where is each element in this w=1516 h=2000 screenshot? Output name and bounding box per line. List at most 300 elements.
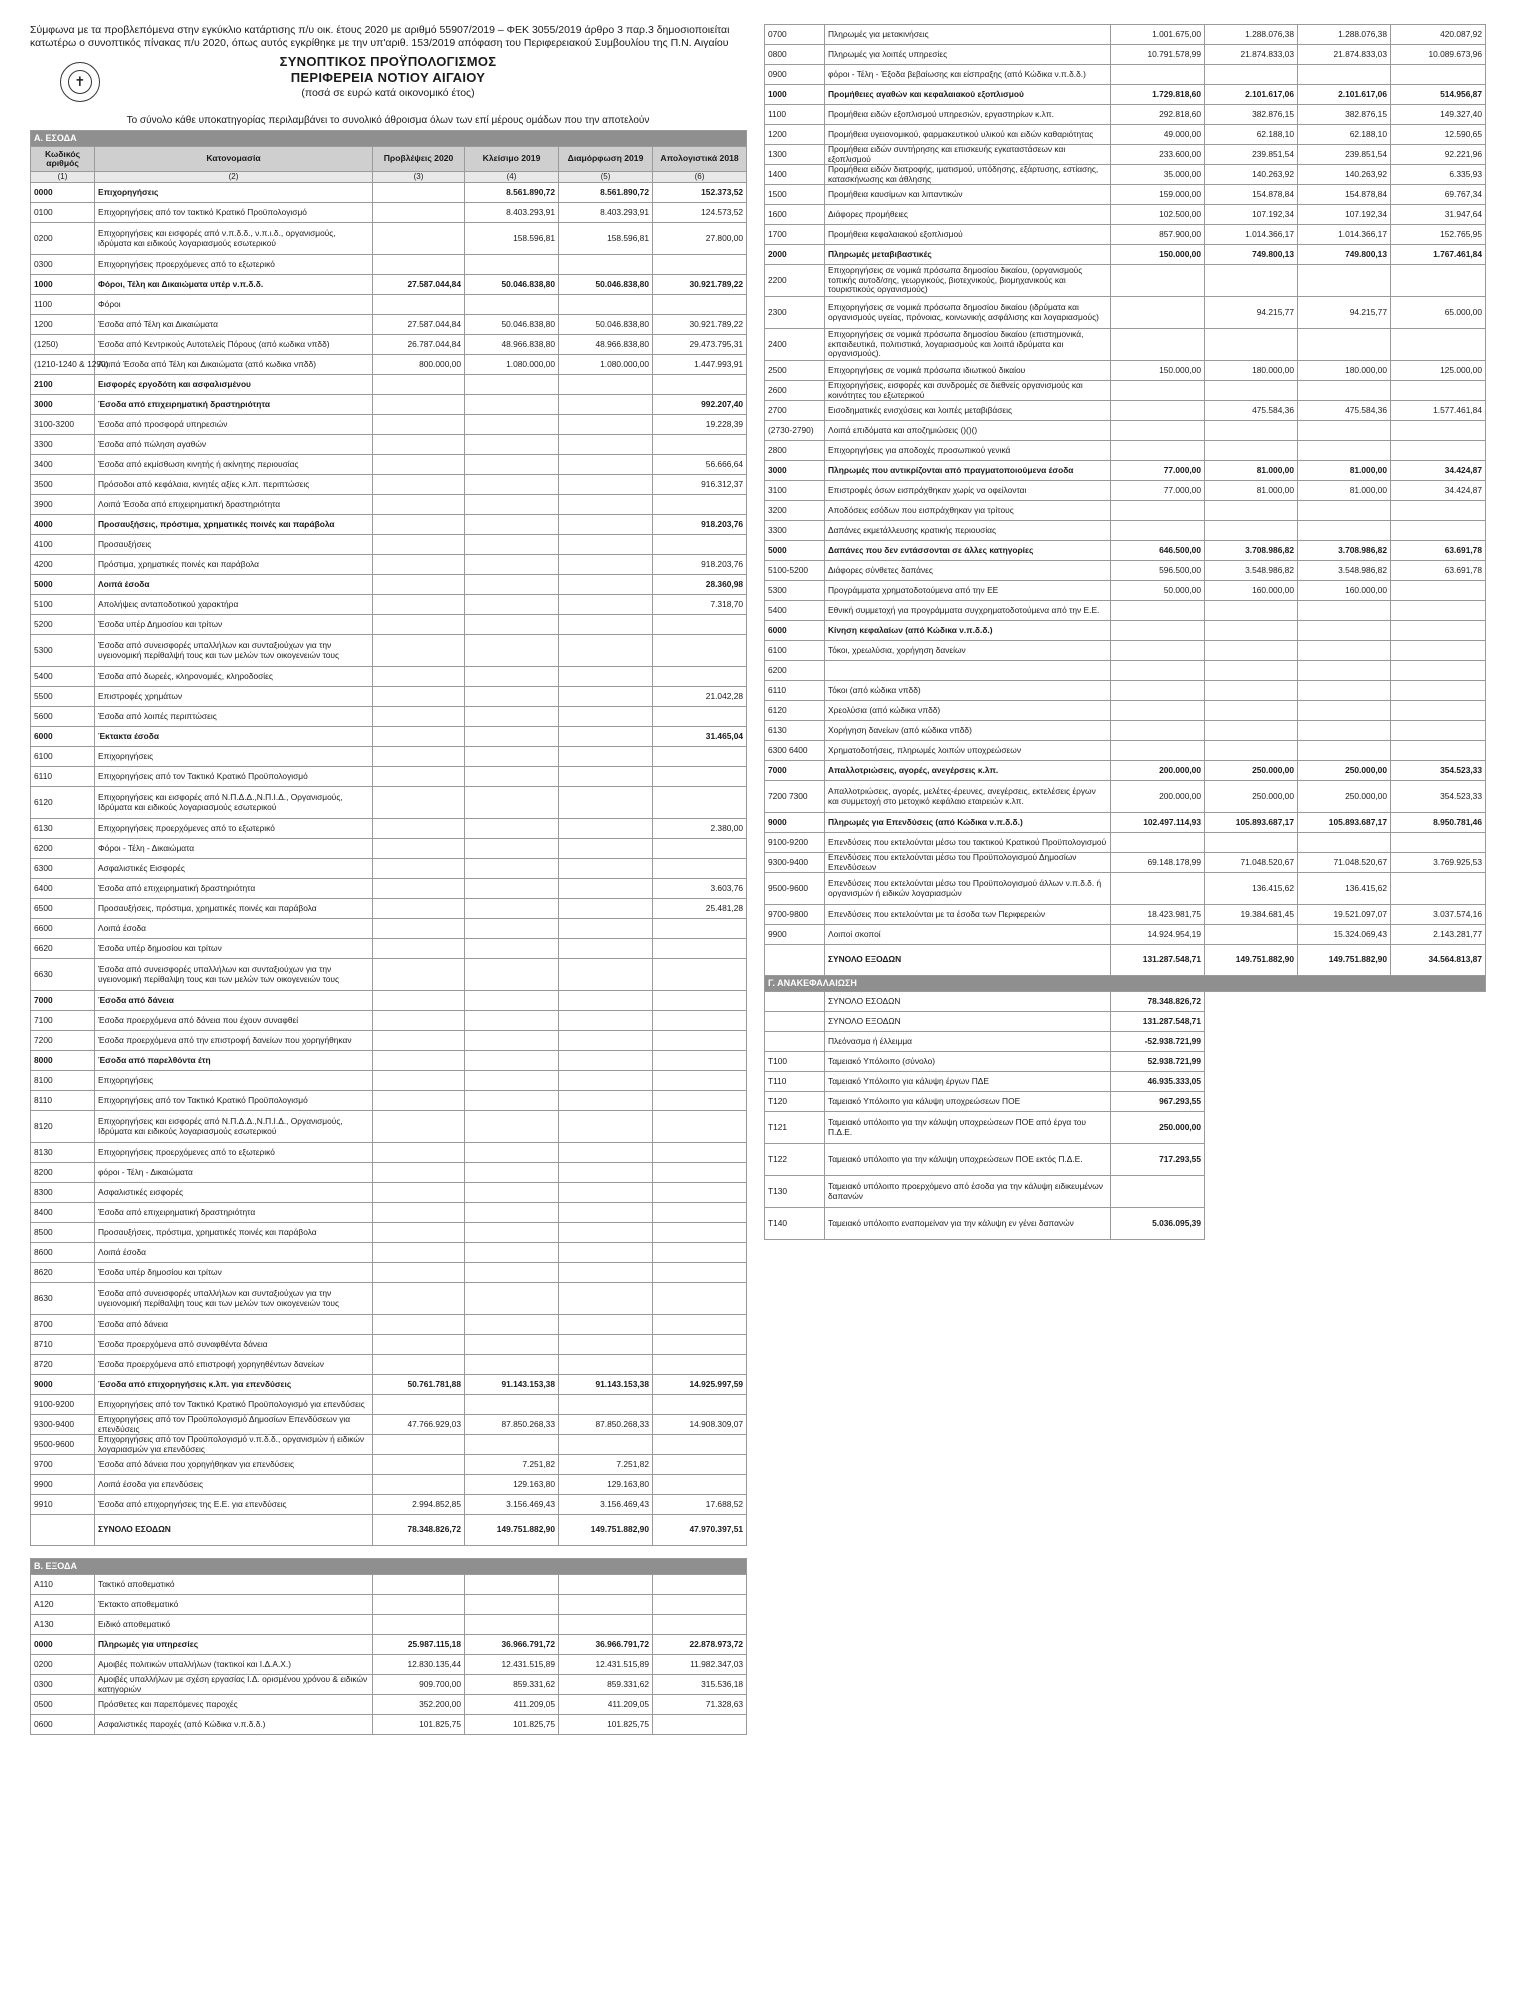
code-cell: 2200 [765, 265, 825, 297]
actual-2018-cell: 34.424,87 [1391, 461, 1486, 481]
actual-2018-cell: 63.691,78 [1391, 561, 1486, 581]
formation-2019-cell [1298, 721, 1391, 741]
expense-row [765, 481, 1486, 501]
description-cell: Επιχορηγήσεις [95, 183, 373, 203]
formation-2019-cell: 12.431.515,89 [559, 1655, 653, 1675]
description-cell: Έσοδα προερχόμενα από συναφθέντα δάνεια [95, 1335, 373, 1355]
code-cell: 9910 [31, 1495, 95, 1515]
code-cell: 3500 [31, 475, 95, 495]
description-cell: φόροι - Τέλη - Έξοδα βεβαίωσης και είσπραξης (από Κώδικα ν.π.δ.δ.) [825, 65, 1111, 85]
actual-2018-cell [653, 1455, 747, 1475]
closing-2019-cell: 250.000,00 [1205, 781, 1298, 813]
actual-2018-cell: 25.481,28 [653, 899, 747, 919]
forecast-2020-cell: 292.818,60 [1111, 105, 1205, 125]
col-header-formation-2019: Διαμόρφωση 2019 [559, 147, 653, 172]
closing-2019-cell [1205, 381, 1298, 401]
actual-2018-cell: 34.424,87 [1391, 481, 1486, 501]
code-cell: 2000 [765, 245, 825, 265]
description-cell: Επιχορηγήσεις προερχόμενες από το εξωτερικό [95, 1143, 373, 1163]
expense-row [765, 125, 1486, 145]
expense-row [765, 661, 1486, 681]
code-cell: 2400 [765, 329, 825, 361]
closing-2019-cell: 87.850.268,33 [465, 1415, 559, 1435]
total-forecast-2020: 131.287.548,71 [1111, 945, 1205, 976]
revenue-row [31, 1263, 747, 1283]
expense-row [765, 401, 1486, 421]
col-number: (4) [465, 172, 559, 183]
description-cell: Διάφορες προμήθειες [825, 205, 1111, 225]
formation-2019-cell [559, 635, 653, 667]
forecast-2020-cell: 102.500,00 [1111, 205, 1205, 225]
formation-2019-cell: 94.215,77 [1298, 297, 1391, 329]
formation-2019-cell: 7.251,82 [559, 1455, 653, 1475]
description-cell: Δαπάνες που δεν εντάσσονται σε άλλες κατηγορίες [825, 541, 1111, 561]
formation-2019-cell [1298, 421, 1391, 441]
expense-row [765, 85, 1486, 105]
code-cell: 3000 [31, 395, 95, 415]
formation-2019-cell [559, 667, 653, 687]
expense-row [765, 297, 1486, 329]
description-cell: Χρεολύσια (από κώδικα νπδδ) [825, 701, 1111, 721]
description-cell: Έσοδα από παρελθόντα έτη [95, 1051, 373, 1071]
description-cell: Προμήθεια καυσίμων και λιπαντικών [825, 185, 1111, 205]
revenue-row [31, 1395, 747, 1415]
total-closing-2019: 149.751.882,90 [465, 1515, 559, 1546]
actual-2018-cell [1391, 501, 1486, 521]
code-cell: 6000 [765, 621, 825, 641]
expense-row [765, 265, 1486, 297]
recap-label-cell: Ταμειακό υπόλοιπο προερχόμενο από έσοδα για την κάλυψη ειδικευμένων δαπανών [825, 1176, 1111, 1208]
revenue-row [31, 899, 747, 919]
formation-2019-cell [559, 1111, 653, 1143]
closing-2019-cell [465, 1223, 559, 1243]
code-cell: 3200 [765, 501, 825, 521]
formation-2019-cell [559, 899, 653, 919]
forecast-2020-cell [373, 203, 465, 223]
recap-label-cell: Ταμειακό υπόλοιπο εναπομείναν για την κάλυψη εν γένει δαπανών [825, 1208, 1111, 1240]
code-cell: 0000 [31, 1635, 95, 1655]
description-cell: Έσοδα υπέρ Δημοσίου και τρίτων [95, 615, 373, 635]
forecast-2020-cell [373, 879, 465, 899]
description-cell: Πρόσοδοι από κεφάλαια, κινητές αξίες κ.λπ. περιπτώσεις [95, 475, 373, 495]
closing-2019-cell [465, 727, 559, 747]
col-header-closing-2019: Κλείσιμο 2019 [465, 147, 559, 172]
description-cell: Πληρωμές για λοιπές υπηρεσίες [825, 45, 1111, 65]
description-cell: Τόκοι, χρεωλύσια, χορήγηση δανείων [825, 641, 1111, 661]
closing-2019-cell [465, 899, 559, 919]
actual-2018-cell [653, 1395, 747, 1415]
expense-row [765, 65, 1486, 85]
section-c-title: Γ. ΑΝΑΚΕΦΑΛΑΙΩΣΗ [765, 976, 1486, 992]
formation-2019-cell: 71.048.520,67 [1298, 853, 1391, 873]
description-cell: Έσοδα προερχόμενα από δάνεια που έχουν συναφθεί [95, 1011, 373, 1031]
closing-2019-cell: 411.209,05 [465, 1695, 559, 1715]
total-code [31, 1515, 95, 1546]
code-cell: 2100 [31, 375, 95, 395]
expense-row [765, 25, 1486, 45]
description-cell: Έκτακτο αποθεματικό [95, 1595, 373, 1615]
closing-2019-cell [465, 1163, 559, 1183]
recap-value-cell: 5.036.095,39 [1111, 1208, 1205, 1240]
description-cell: Έσοδα υπέρ δημοσίου και τρίτων [95, 939, 373, 959]
closing-2019-cell [1205, 501, 1298, 521]
description-cell: Πληρωμές μεταβιβαστικές [825, 245, 1111, 265]
closing-2019-cell [465, 819, 559, 839]
closing-2019-cell [1205, 681, 1298, 701]
revenue-row [31, 315, 747, 335]
code-cell: 9700-9800 [765, 905, 825, 925]
code-cell: 8700 [31, 1315, 95, 1335]
code-cell: 8620 [31, 1263, 95, 1283]
code-cell: 6300 [31, 859, 95, 879]
formation-2019-cell [559, 939, 653, 959]
formation-2019-cell [559, 879, 653, 899]
closing-2019-cell [465, 1091, 559, 1111]
code-cell: 8300 [31, 1183, 95, 1203]
recap-label-cell: Πλεόνασμα ή έλλειμμα [825, 1032, 1111, 1052]
revenue-body [31, 183, 747, 1515]
forecast-2020-cell [373, 667, 465, 687]
col-header-name: Κατονομασία [95, 147, 373, 172]
code-cell: 9000 [31, 1375, 95, 1395]
formation-2019-cell [559, 295, 653, 315]
revenue-row [31, 1283, 747, 1315]
formation-2019-cell: 160.000,00 [1298, 581, 1391, 601]
revenue-table [30, 130, 747, 1546]
formation-2019-cell: 91.143.153,38 [559, 1375, 653, 1395]
revenue-row [31, 375, 747, 395]
empty-cell [1205, 1072, 1486, 1092]
closing-2019-cell [465, 615, 559, 635]
expense-row [765, 381, 1486, 401]
actual-2018-cell [1391, 441, 1486, 461]
expense-row [31, 1595, 747, 1615]
actual-2018-cell: 28.360,98 [653, 575, 747, 595]
total-actual-2018: 34.564.813,87 [1391, 945, 1486, 976]
forecast-2020-cell [373, 959, 465, 991]
closing-2019-cell [465, 1011, 559, 1031]
formation-2019-cell: 411.209,05 [559, 1695, 653, 1715]
revenue-row [31, 1355, 747, 1375]
recap-row [765, 1032, 1486, 1052]
expense-row [765, 905, 1486, 925]
forecast-2020-cell [373, 1203, 465, 1223]
currency-note: (ποσά σε ευρώ κατά οικονομικό έτος) [301, 87, 475, 99]
formation-2019-cell [559, 1615, 653, 1635]
expense-row [765, 501, 1486, 521]
code-cell: (1250) [31, 335, 95, 355]
recap-row [765, 1052, 1486, 1072]
actual-2018-cell [653, 1011, 747, 1031]
description-cell: Επιχορηγήσεις από τον Προϋπολογισμό ν.π.δ.δ., οργανισμών ή ειδικών λογαριασμών για επενδύσεις [95, 1435, 373, 1455]
forecast-2020-cell [373, 819, 465, 839]
code-cell: 8720 [31, 1355, 95, 1375]
description-cell: Επενδύσεις που εκτελούνται με τα έσοδα των Περιφερειών [825, 905, 1111, 925]
forecast-2020-cell: 233.600,00 [1111, 145, 1205, 165]
actual-2018-cell [1391, 833, 1486, 853]
description-cell: Αμοιβές υπαλλήλων με σχέση εργασίας Ι.Δ. ορισμένου χρόνου & ειδικών κατηγοριών [95, 1675, 373, 1695]
actual-2018-cell: 17.688,52 [653, 1495, 747, 1515]
recap-code-cell [765, 1032, 825, 1052]
forecast-2020-cell [373, 475, 465, 495]
recap-value-cell: 717.293,55 [1111, 1144, 1205, 1176]
actual-2018-cell [653, 1243, 747, 1263]
description-cell: Έσοδα από επιχειρηματική δραστηριότητα [95, 879, 373, 899]
actual-2018-cell [653, 1203, 747, 1223]
actual-2018-cell: 63.691,78 [1391, 541, 1486, 561]
closing-2019-cell [465, 1143, 559, 1163]
forecast-2020-cell [373, 435, 465, 455]
actual-2018-cell [653, 255, 747, 275]
closing-2019-cell: 160.000,00 [1205, 581, 1298, 601]
revenue-row [31, 1203, 747, 1223]
code-cell: 7200 7300 [765, 781, 825, 813]
actual-2018-cell [1391, 701, 1486, 721]
formation-2019-cell: 8.561.890,72 [559, 183, 653, 203]
closing-2019-cell [465, 859, 559, 879]
forecast-2020-cell: 352.200,00 [373, 1695, 465, 1715]
header-row [31, 147, 747, 172]
actual-2018-cell: 514.956,87 [1391, 85, 1486, 105]
formation-2019-cell [559, 991, 653, 1011]
actual-2018-cell [653, 1091, 747, 1111]
closing-2019-cell [465, 515, 559, 535]
actual-2018-cell: 30.921.789,22 [653, 275, 747, 295]
revenue-row [31, 455, 747, 475]
description-cell: Εισφορές εργοδότη και ασφαλισμένου [95, 375, 373, 395]
actual-2018-cell [653, 1335, 747, 1355]
formation-2019-cell [559, 395, 653, 415]
code-cell: 7200 [31, 1031, 95, 1051]
forecast-2020-cell [373, 1031, 465, 1051]
actual-2018-cell [1391, 521, 1486, 541]
forecast-2020-cell: 857.900,00 [1111, 225, 1205, 245]
code-cell: 8710 [31, 1335, 95, 1355]
actual-2018-cell: 7.318,70 [653, 595, 747, 615]
forecast-2020-cell [373, 455, 465, 475]
code-cell: 3300 [31, 435, 95, 455]
actual-2018-cell [1391, 381, 1486, 401]
description-cell: Έσοδα από επιχορηγήσεις της Ε.Ε. για επενδύσεις [95, 1495, 373, 1515]
formation-2019-cell [559, 959, 653, 991]
actual-2018-cell: 10.089.673,96 [1391, 45, 1486, 65]
forecast-2020-cell [373, 1091, 465, 1111]
code-cell: 8100 [31, 1071, 95, 1091]
actual-2018-cell: 30.921.789,22 [653, 315, 747, 335]
expense-row [765, 45, 1486, 65]
formation-2019-cell [559, 515, 653, 535]
formation-2019-cell [559, 1143, 653, 1163]
forecast-2020-cell [373, 1111, 465, 1143]
code-cell: (2730-2790) [765, 421, 825, 441]
formation-2019-cell [559, 919, 653, 939]
code-cell: 1700 [765, 225, 825, 245]
revenue-row [31, 1475, 747, 1495]
revenue-row [31, 275, 747, 295]
actual-2018-cell: 2.380,00 [653, 819, 747, 839]
actual-2018-cell [653, 747, 747, 767]
description-cell: Επιχορηγήσεις [95, 747, 373, 767]
revenue-row [31, 767, 747, 787]
description-cell: Λοιπά έσοδα [95, 919, 373, 939]
description-cell: Επιχορηγήσεις σε νομικά πρόσωπα δημοσίου δικαίου (επιστημονικά, εκπαιδευτικά, πολιτιστικά, λογαριασμούς και λοιπά ιδρύματα και οργανισμούς). [825, 329, 1111, 361]
forecast-2020-cell: 150.000,00 [1111, 245, 1205, 265]
forecast-2020-cell: 159.000,00 [1111, 185, 1205, 205]
actual-2018-cell [653, 1615, 747, 1635]
actual-2018-cell [653, 1475, 747, 1495]
description-cell: Προμήθεια κεφαλαιακού εξοπλισμού [825, 225, 1111, 245]
description-cell: Επενδύσεις που εκτελούνται μέσω του Προϋπολογισμού άλλων ν.π.δ.δ. ή οργανισμών ή ειδικών λογαριασμών [825, 873, 1111, 905]
forecast-2020-cell: 909.700,00 [373, 1675, 465, 1695]
code-cell: 9500-9600 [765, 873, 825, 905]
code-cell: 0600 [31, 1715, 95, 1735]
formation-2019-cell: 19.521.097,07 [1298, 905, 1391, 925]
forecast-2020-cell [1111, 873, 1205, 905]
formation-2019-cell [559, 1091, 653, 1111]
closing-2019-cell [465, 1183, 559, 1203]
expense-row [31, 1575, 747, 1595]
formation-2019-cell [559, 1395, 653, 1415]
recap-code-cell [765, 992, 825, 1012]
formation-2019-cell [1298, 441, 1391, 461]
code-cell: 7100 [31, 1011, 95, 1031]
closing-2019-cell: 91.143.153,38 [465, 1375, 559, 1395]
description-cell: Λοιπά έσοδα [95, 1243, 373, 1263]
closing-2019-cell [465, 435, 559, 455]
right-column [764, 24, 1485, 1240]
description-cell: Επιχορηγήσεις, εισφορές και συνδρομές σε διεθνείς οργανισμούς και κοινότητες του εξωτερικού [825, 381, 1111, 401]
forecast-2020-cell [1111, 833, 1205, 853]
revenue-total-row [31, 1515, 747, 1546]
formation-2019-cell [559, 1355, 653, 1375]
expense-row [31, 1695, 747, 1715]
forecast-2020-cell: 18.423.981,75 [1111, 905, 1205, 925]
formation-2019-cell [1298, 701, 1391, 721]
code-cell: Α130 [31, 1615, 95, 1635]
forecast-2020-cell [373, 615, 465, 635]
code-cell: 8500 [31, 1223, 95, 1243]
section-a-row [31, 131, 747, 147]
code-cell: 7000 [765, 761, 825, 781]
forecast-2020-cell [373, 295, 465, 315]
forecast-2020-cell: 150.000,00 [1111, 361, 1205, 381]
actual-2018-cell: 3.037.574,16 [1391, 905, 1486, 925]
description-cell: Προμήθειες αγαθών και κεφαλαιακού εξοπλισμού [825, 85, 1111, 105]
recap-label-cell: Ταμειακό Υπόλοιπο (σύνολο) [825, 1052, 1111, 1072]
closing-2019-cell [465, 839, 559, 859]
actual-2018-cell [653, 1283, 747, 1315]
formation-2019-cell: 1.014.366,17 [1298, 225, 1391, 245]
closing-2019-cell [1205, 721, 1298, 741]
description-cell: Έσοδα από επιχειρηματική δραστηριότητα [95, 395, 373, 415]
actual-2018-cell: 1.447.993,91 [653, 355, 747, 375]
formation-2019-cell [559, 1335, 653, 1355]
col-number: (6) [653, 172, 747, 183]
closing-2019-cell [465, 1395, 559, 1415]
actual-2018-cell [1391, 721, 1486, 741]
closing-2019-cell [465, 1243, 559, 1263]
forecast-2020-cell [1111, 641, 1205, 661]
code-cell: 9000 [765, 813, 825, 833]
actual-2018-cell [653, 1071, 747, 1091]
actual-2018-cell: 124.573,52 [653, 203, 747, 223]
col-number: (5) [559, 172, 653, 183]
closing-2019-cell [465, 1051, 559, 1071]
forecast-2020-cell [373, 1223, 465, 1243]
formation-2019-cell: 250.000,00 [1298, 781, 1391, 813]
formation-2019-cell: 475.584,36 [1298, 401, 1391, 421]
region-title: ΠΕΡΙΦΕΡΕΙΑ ΝΟΤΙΟΥ ΑΙΓΑΙΟΥ [290, 70, 486, 85]
description-cell: Έσοδα από δάνεια [95, 991, 373, 1011]
recap-row [765, 1012, 1486, 1032]
recap-value-cell [1111, 1176, 1205, 1208]
expense-row [765, 245, 1486, 265]
code-cell: 0300 [31, 255, 95, 275]
description-cell: Κίνηση κεφαλαίων (από Κώδικα ν.π.δ.δ.) [825, 621, 1111, 641]
code-cell: 6630 [31, 959, 95, 991]
forecast-2020-cell [1111, 701, 1205, 721]
forecast-2020-cell [373, 1071, 465, 1091]
actual-2018-cell: 420.087,92 [1391, 25, 1486, 45]
revenue-row [31, 859, 747, 879]
formation-2019-cell: 140.263,92 [1298, 165, 1391, 185]
forecast-2020-cell [373, 747, 465, 767]
closing-2019-cell [465, 707, 559, 727]
description-cell: Επιχορηγήσεις για αποδοχές προσωπικού γενικά [825, 441, 1111, 461]
forecast-2020-cell [373, 1355, 465, 1375]
actual-2018-cell: 1.577.461,84 [1391, 401, 1486, 421]
formation-2019-cell [1298, 641, 1391, 661]
actual-2018-cell [653, 1031, 747, 1051]
expense-row [765, 641, 1486, 661]
total-label: ΣΥΝΟΛΟ ΕΞΟΔΩΝ [825, 945, 1111, 976]
revenue-row [31, 555, 747, 575]
formation-2019-cell [559, 555, 653, 575]
recap-value-cell: 46.935.333,05 [1111, 1072, 1205, 1092]
revenue-row [31, 475, 747, 495]
forecast-2020-cell [373, 1315, 465, 1335]
actual-2018-cell [1391, 661, 1486, 681]
formation-2019-cell [559, 1315, 653, 1335]
code-cell: 8120 [31, 1111, 95, 1143]
description-cell: Επιχορηγήσεις σε νομικά πρόσωπα δημοσίου δικαίου (ιδρύματα και οργανισμούς υγείας, πρόνοιας, κοινωνικής ασφάλισης και λογαριασμούς) [825, 297, 1111, 329]
forecast-2020-cell [373, 991, 465, 1011]
code-cell: 3900 [31, 495, 95, 515]
formation-2019-cell: 180.000,00 [1298, 361, 1391, 381]
closing-2019-cell [465, 939, 559, 959]
description-cell: Επιχορηγήσεις από τον Προϋπολογισμό Δημοσίων Επενδύσεων για επενδύσεις [95, 1415, 373, 1435]
description-cell: Λοιπά Έσοδα από Τέλη και Δικαιώματα (από κωδικα νπδδ) [95, 355, 373, 375]
revenue-row [31, 879, 747, 899]
forecast-2020-cell [1111, 681, 1205, 701]
code-cell: 4100 [31, 535, 95, 555]
revenue-row [31, 1415, 747, 1435]
actual-2018-cell [653, 1143, 747, 1163]
closing-2019-cell [465, 1435, 559, 1455]
description-cell: Έσοδα προερχόμενα από επιστροφή χορηγηθέντων δανείων [95, 1355, 373, 1375]
actual-2018-cell [653, 635, 747, 667]
forecast-2020-cell [373, 575, 465, 595]
closing-2019-cell [465, 687, 559, 707]
formation-2019-cell: 3.156.469,43 [559, 1495, 653, 1515]
description-cell: Λοιπά έσοδα [95, 575, 373, 595]
actual-2018-cell: 27.800,00 [653, 223, 747, 255]
recap-code-cell: Τ100 [765, 1052, 825, 1072]
code-cell: 1200 [765, 125, 825, 145]
description-cell: Ασφαλιστικές εισφορές [95, 1183, 373, 1203]
document-header [30, 54, 746, 114]
actual-2018-cell [1391, 641, 1486, 661]
